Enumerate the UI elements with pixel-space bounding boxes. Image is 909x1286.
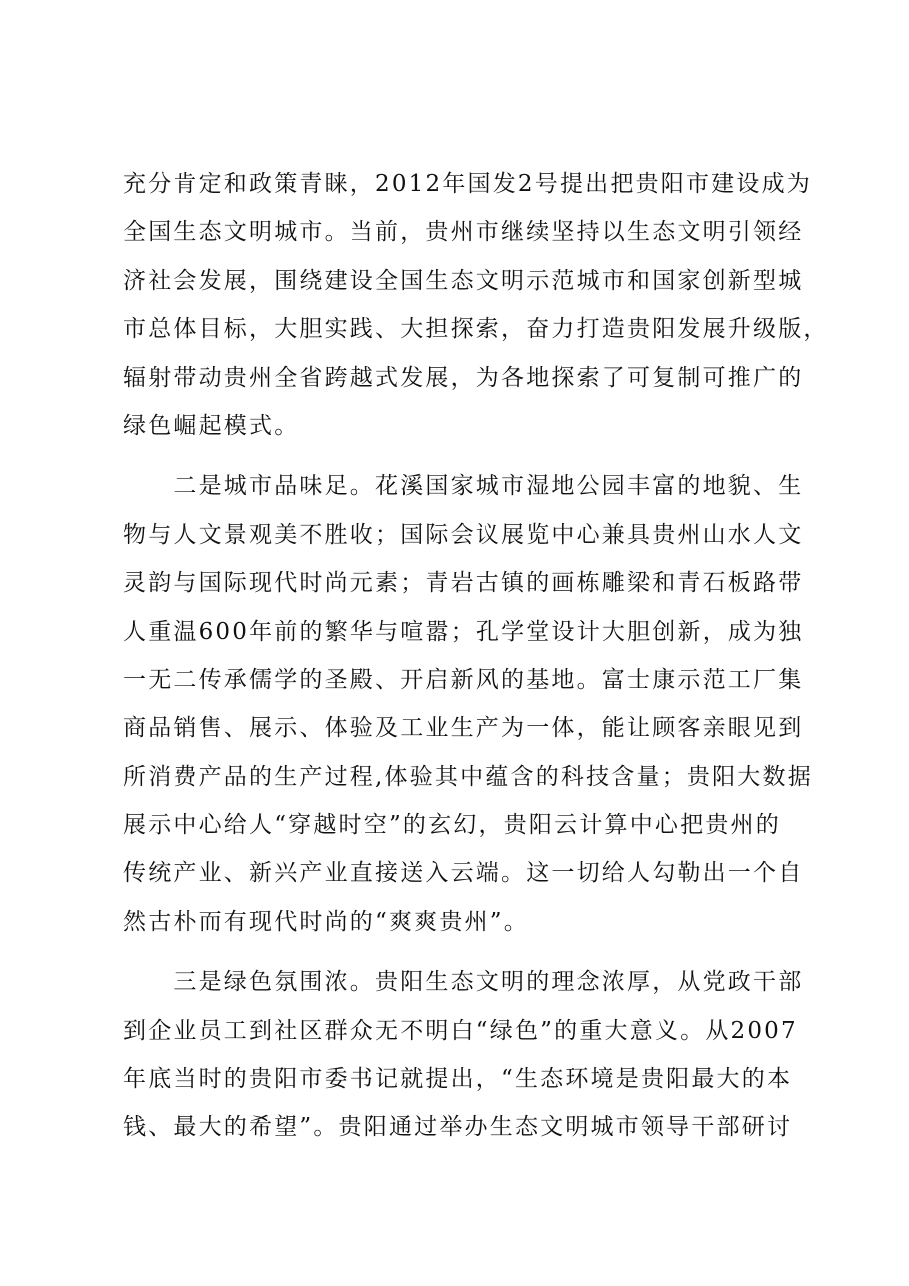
text-line: 钱、最大的希望”。贵阳通过举办生态文明城市领导干部研讨 xyxy=(123,1114,793,1141)
text-line: 年底当时的贵阳市委书记就提出，“生态环境是贵阳最大的本 xyxy=(123,1066,793,1093)
paragraph-spacer xyxy=(123,450,803,462)
text-line: 灵韵与国际现代时尚元素；青岩古镇的画栋雕梁和青石板路带 xyxy=(123,570,804,597)
text-line: 展示中心给人“穿越时空”的玄幻，贵阳云计算中心把贵州的 xyxy=(123,812,781,839)
text-line: 人重温600年前的繁华与喧嚣；孔学堂设计大胆创新，成为独 xyxy=(123,618,804,645)
text-line: 二是城市品味足。花溪国家城市湿地公园丰富的地貌、生 xyxy=(123,473,804,500)
text-line: 辐射带动贵州全省跨越式发展，为各地探索了可复制可推广的 xyxy=(123,364,804,391)
text-line: 充分肯定和政策青睐，2012年国发2号提出把贵阳市建设成为 xyxy=(123,171,812,197)
text-line: 商品销售、展示、体验及工业生产为一体，能让顾客亲眼见到 xyxy=(123,715,804,742)
text-line: 所消费产品的生产过程,体验其中蕴含的科技含量；贵阳大数据 xyxy=(123,763,813,790)
text-line: 然古朴而有现代时尚的“爽爽贵州”。 xyxy=(123,908,529,935)
body-text xyxy=(123,160,829,1152)
text-line: 到企业员工到社区群众无不明白“绿色”的重大意义。从2007 xyxy=(123,1017,798,1044)
paragraph-2 xyxy=(123,462,813,946)
text-line: 市总体目标，大胆实践、大担探索，奋力打造贵阳发展升级版， xyxy=(123,316,829,343)
text-line: 三是绿色氛围浓。贵阳生态文明的理念浓厚，从党政干部 xyxy=(123,969,804,996)
paragraph-3 xyxy=(123,958,803,1152)
paragraph-spacer xyxy=(123,946,803,958)
text-line: 物与人文景观美不胜收；国际会议展览中心兼具贵州山水人文 xyxy=(123,521,804,548)
text-line: 传统产业、新兴产业直接送入云端。这一切给人勾勒出一个自 xyxy=(123,860,804,887)
text-line: 济社会发展，围绕建设全国生态文明示范城市和国家创新型城 xyxy=(123,267,804,294)
text-line: 绿色崛起模式。 xyxy=(123,412,300,439)
paragraph-1 xyxy=(123,160,829,450)
text-line: 一无二传承儒学的圣殿、开启新风的基地。富士康示范工厂集 xyxy=(123,666,804,693)
text-line: 全国生态文明城市。当前，贵州市继续坚持以生态文明引领经 xyxy=(123,219,804,246)
